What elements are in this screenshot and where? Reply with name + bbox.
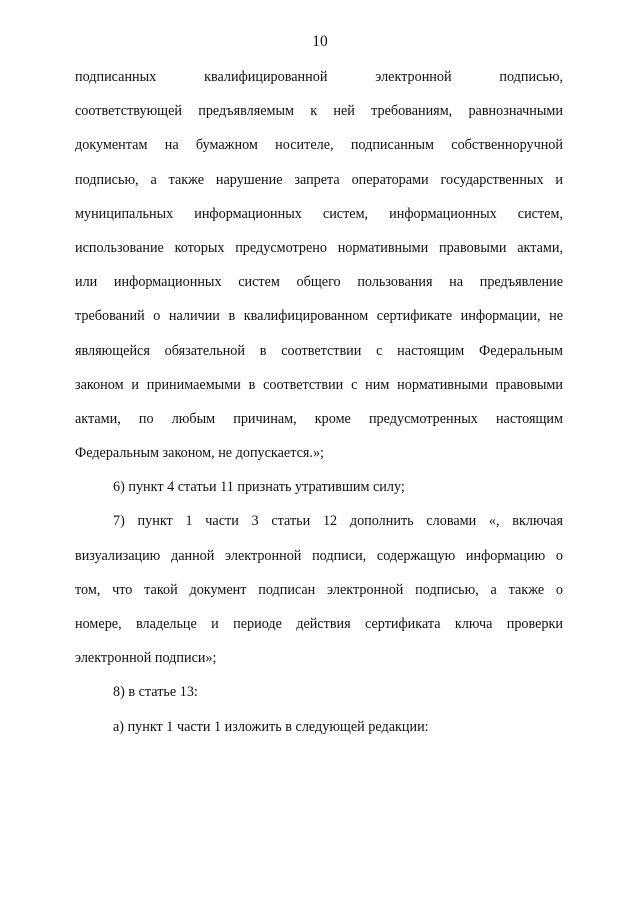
paragraph-8: 8) в статье 13: [113,684,198,701]
text-line: являющейся обязательной в соответствии с настоящим Федеральным [75,342,563,359]
text-line: подписью, а также нарушение запрета операторами государственных и [75,171,563,188]
text-line: Федеральным законом, не допускается.»; [75,445,324,462]
text-line: документам на бумажном носителе, подписанным собственноручной [75,137,563,154]
text-line: соответствующей предъявляемым к ней требованиям, равнозначными [75,103,563,120]
text-line: или информационных систем общего пользования на предъявление [75,274,563,291]
text-line: актами, по любым причинам, кроме предусмотренных настоящим [75,410,563,427]
text-line: том, что такой документ подписан электронной подписью, а также о [75,581,563,598]
text-line: электронной подписи»; [75,650,217,667]
text-line: законом и принимаемыми в соответствии с ним нормативными правовыми [75,376,563,393]
page-number: 10 [312,33,328,50]
document-body [75,69,563,753]
text-line: номере, владельце и периоде действия сертификата ключа проверки [75,616,563,632]
paragraph-7: 7) пункт 1 части 3 статьи 12 дополнить словами «, включая [113,513,563,530]
text-line: муниципальных информационных систем, информационных систем, [75,205,563,222]
text-line: использование которых предусмотрено нормативными правовыми актами, [75,239,563,256]
subparagraph-a: а) пункт 1 части 1 изложить в следующей редакции: [113,718,429,735]
text-line: визуализацию данной электронной подписи, содержащую информацию о [75,547,563,564]
text-line: подписанных квалифицированной электронной подписью, [75,69,563,85]
text-line: требований о наличии в квалифицированном сертификате информации, не [75,308,563,325]
paragraph-6: 6) пункт 4 статьи 11 признать утратившим силу; [113,479,405,496]
